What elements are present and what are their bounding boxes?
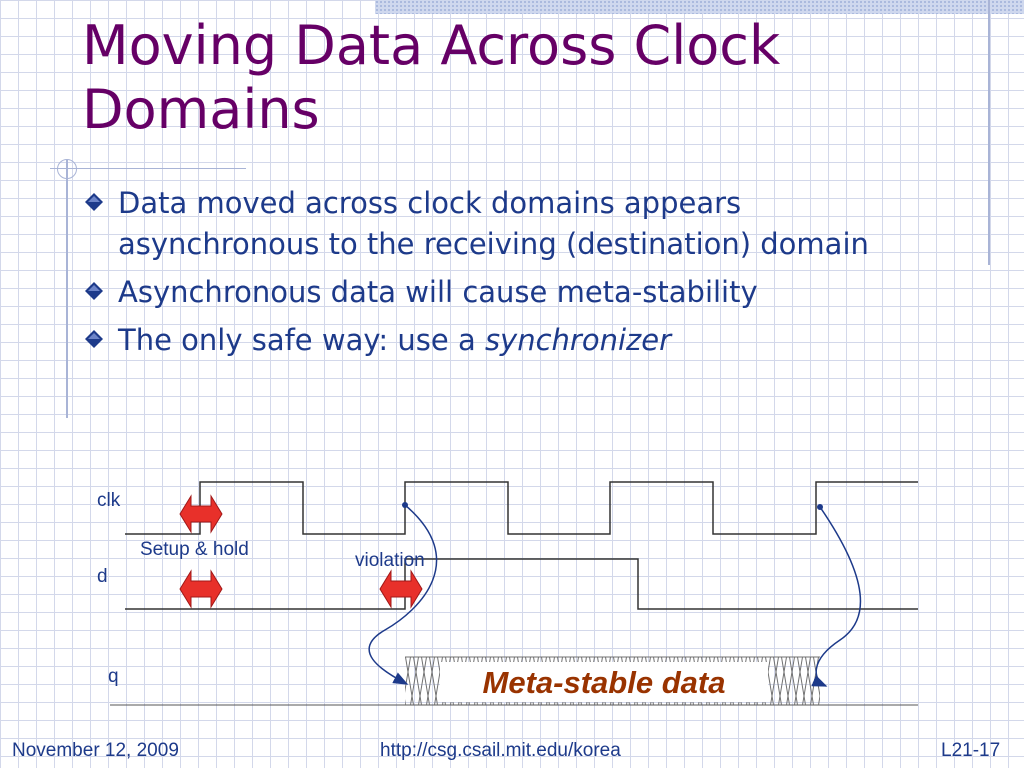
setup-hold-arrow-d [180,571,222,607]
bullet-text-prefix: The only safe way: use a [118,323,485,357]
bullet-text: Asynchronous data will cause meta-stability [118,275,758,309]
metastable-label: Meta-stable data [482,665,726,700]
d-signal-label: d [97,566,108,587]
setup-hold-arrow-clk [180,496,222,532]
footer-slide-number: L21-17 [941,740,1001,761]
d-waveform-low [125,559,918,609]
footer-date: November 12, 2009 [12,740,179,761]
slide-title: Moving Data Across Clock Domains [82,14,781,141]
causality-arrow [816,507,860,686]
violation-label: violation [355,550,425,571]
bullet-text-emphasis: synchronizer [484,323,672,357]
bullet-text: Data moved across clock domains appears asynchronous to the receiving (destination) domain [118,186,869,261]
setup-hold-label: Setup & hold [140,539,249,560]
violation-arrow [380,571,422,607]
clk-signal-label: clk [97,490,121,511]
q-signal-label: q [108,666,119,687]
footer-url: http://csg.csail.mit.edu/korea [380,740,621,761]
clk-waveform [125,482,918,534]
